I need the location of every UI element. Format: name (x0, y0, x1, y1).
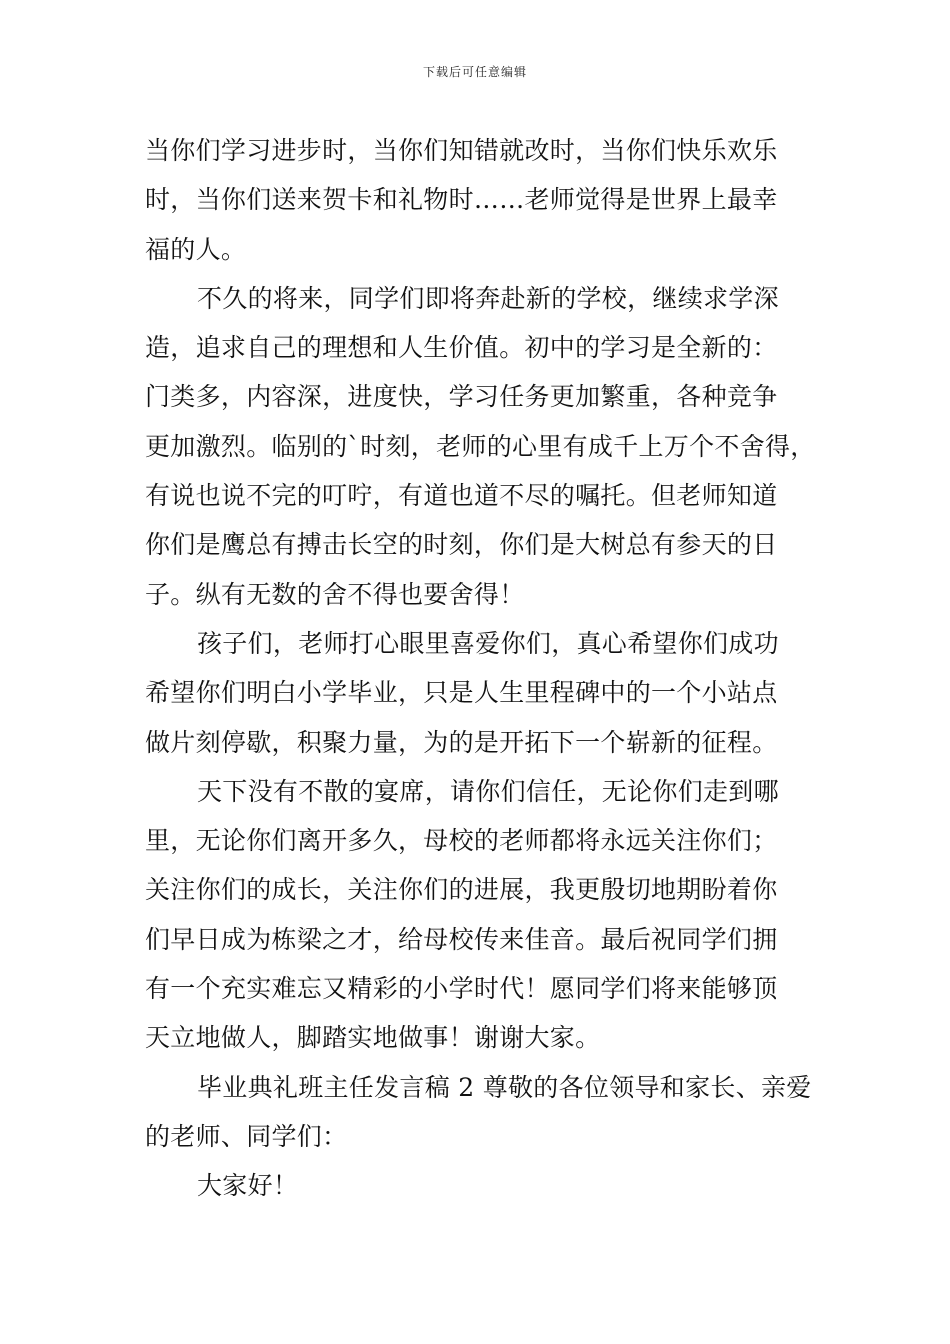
text-line: 大家好！ (197, 1171, 299, 1201)
text-line: 当你们学习进步时，当你们知错就改时，当你们快乐欢乐 (145, 136, 778, 165)
text-line: 更加激烈。临别的`时刻，老师的心里有成千上万个不舍得， (145, 431, 816, 461)
text-line: 你们是鹰总有搏击长空的时刻，你们是大树总有参天的日 (145, 530, 778, 560)
text-line: 有一个充实难忘又精彩的小学时代！愿同学们将来能够顶 (145, 974, 778, 1004)
text-line: 关注你们的成长，关注你们的进展，我更殷切地期盼着你 (145, 875, 778, 905)
paragraph (145, 1161, 825, 1210)
text-line: 时，当你们送来贺卡和礼物时……老师觉得是世界上最幸 (145, 185, 778, 215)
text-line: 们早日成为栋梁之才，给母校传来佳音。最后祝同学们拥 (145, 924, 778, 954)
paragraph (145, 619, 825, 767)
paragraph (145, 126, 825, 274)
text-line: 门类多，内容深，进度快，学习任务更加繁重，各种竞争 (145, 382, 778, 412)
page-header: 下载后可任意编辑 (422, 65, 527, 79)
paragraph (145, 767, 825, 1063)
text-line: 天下没有不散的宴席，请你们信任，无论你们走到哪 (197, 776, 779, 806)
text-line: 里，无论你们离开多久，母校的老师都将永远关注你们； (145, 826, 778, 856)
text-line: 福的人。 (145, 234, 247, 264)
text-line: 的老师、同学们： (145, 1121, 348, 1151)
text-line: 有说也说不完的叮咛，有道也道不尽的嘱托。但老师知道 (145, 481, 778, 511)
text-line: 孩子们，老师打心眼里喜爱你们，真心希望你们成功 (197, 628, 779, 658)
text-line: 天立地做人，脚踏实地做事！谢谢大家。 (145, 1023, 601, 1053)
paragraph (145, 1063, 825, 1162)
text-line: 做片刻停歇，积聚力量，为的是开拓下一个崭新的征程。 (145, 727, 778, 757)
text-line: 子。纵有无数的舍不得也要舍得！ (145, 579, 525, 609)
text-line: 毕业典礼班主任发言稿 2 尊敬的各位领导和家长、亲爱 (197, 1072, 812, 1102)
text-line: 造，追求自己的理想和人生价值。初中的学习是全新的： (145, 333, 778, 363)
text-line: 希望你们明白小学毕业，只是人生里程碑中的一个小站点 (145, 678, 778, 708)
document-body (145, 126, 825, 1211)
text-line: 不久的将来，同学们即将奔赴新的学校，继续求学深 (197, 283, 779, 313)
paragraph (145, 274, 825, 619)
